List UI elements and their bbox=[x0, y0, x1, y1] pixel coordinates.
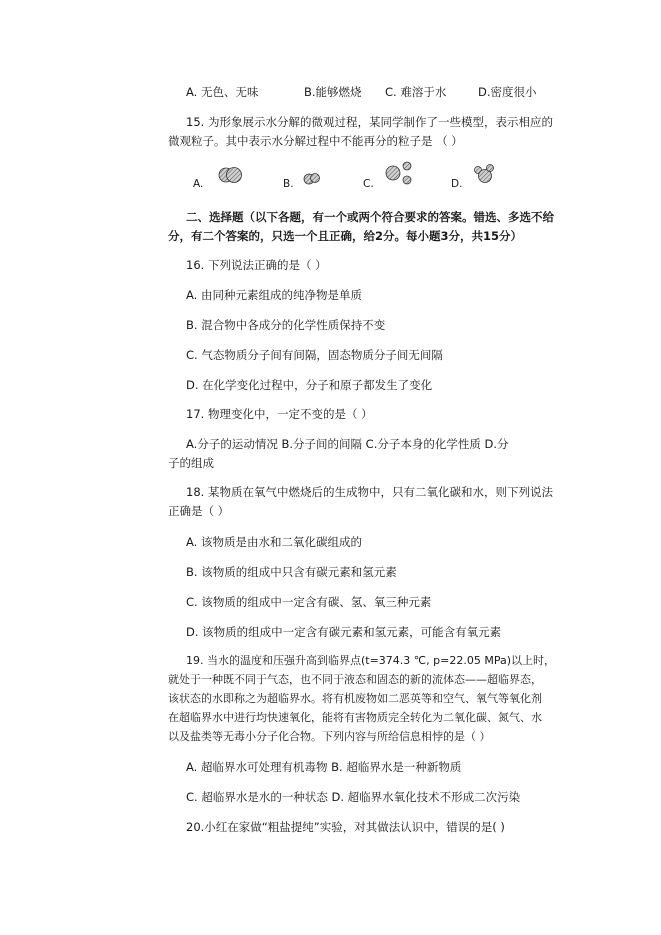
q18-option-a: A. 该物质是由水和二氧化碳组成的 bbox=[186, 535, 362, 549]
q18-option-b: B. 该物质的组成中只含有碳元素和氢元素 bbox=[186, 565, 397, 579]
q14-option-d: D.密度很小 bbox=[478, 85, 537, 99]
q19-stem-line1: 19. 当水的温度和压强升高到临界点(t=374.3 ℃, p=22.05 MPa)以上时， bbox=[186, 654, 555, 667]
q20-stem: 20.小红在家做“粗盐提纯”实验，对其做法认识中，错误的是( ) bbox=[186, 820, 505, 834]
q14-option-c: C. 难溶于水 bbox=[385, 85, 447, 99]
q19-stem-line4: 在超临界水中进行均快速氧化，能将有害物质完全转化为二氧化碳、氮气、水 bbox=[168, 711, 542, 724]
q14-option-a: A. 无色、无味 bbox=[186, 85, 259, 99]
q18-option-d: D. 该物质的组成中一定含有碳元素和氢元素，可能含有氧元素 bbox=[186, 625, 502, 639]
q18-option-c: C. 该物质的组成中一定含有碳、氢、氧三种元素 bbox=[186, 595, 432, 609]
molecule-a-icon bbox=[216, 164, 246, 186]
molecule-c-icon bbox=[383, 160, 415, 188]
q15-stem-line2: 微观粒子。其中表示水分解过程中不能再分的粒子是 （ ） bbox=[168, 134, 463, 148]
q18-stem-line2: 正确是（ ） bbox=[168, 504, 230, 518]
q15-label-b: B. bbox=[283, 178, 294, 190]
q19-options-line1: A. 超临界水可处理有机毒物 B. 超临界水是一种新物质 bbox=[186, 760, 462, 774]
q19-options-line2: C. 超临界水是水的一种状态 D. 超临界水氧化技术不形成二次污染 bbox=[186, 790, 521, 804]
q16-option-b: B. 混合物中各成分的化学性质保持不变 bbox=[186, 318, 386, 332]
q15-label-d: D. bbox=[451, 178, 463, 190]
q17-options-line1: A.分子的运动情况 B.分子间的间隔 C.分子本身的化学性质 D.分 bbox=[186, 437, 509, 451]
molecule-b-icon bbox=[301, 170, 323, 186]
q18-stem-line1: 18. 某物质在氧气中燃烧后的生成物中，只有二氧化碳和水，则下列说法 bbox=[186, 485, 553, 499]
q19-stem-line5: 以及盐类等无毒小分子化合物。下列内容与所给信息相悖的是（ ） bbox=[168, 730, 491, 743]
q16-option-a: A. 由同种元素组成的纯净物是单质 bbox=[186, 288, 362, 302]
q19-stem-line3: 该状态的水即称之为超临界水。将有机废物如二恶英等和空气、氧气等氧化剂 bbox=[168, 692, 542, 705]
molecule-d-icon bbox=[470, 160, 500, 188]
q15-label-a: A. bbox=[193, 178, 204, 190]
q14-option-b: B.能够燃烧 bbox=[304, 85, 362, 99]
q19-stem-line2: 就处于一种既不同于气态，也不同于液态和固态的新的流体态——超临界态， bbox=[168, 673, 542, 686]
section2-heading-line2: 分，有二个答案的，只选一个且正确，给2分。每小题3分，共15分） bbox=[168, 229, 523, 243]
q17-options-line2: 子的组成 bbox=[168, 456, 214, 470]
q17-stem: 17. 物理变化中，一定不变的是（ ） bbox=[186, 407, 373, 421]
q16-option-d: D. 在化学变化过程中，分子和原子都发生了变化 bbox=[186, 378, 433, 392]
q15-label-c: C. bbox=[363, 178, 374, 190]
q16-option-c: C. 气态物质分子间有间隔，固态物质分子间无间隔 bbox=[186, 348, 443, 362]
q16-stem: 16. 下列说法正确的是（ ） bbox=[186, 258, 327, 272]
section2-heading-line1: 二、选择题（以下各题，有一个或两个符合要求的答案。错选、多选不给 bbox=[186, 210, 554, 224]
q15-stem-line1: 15. 为形象展示水分解的微观过程，某同学制作了一些模型，表示相应的 bbox=[186, 115, 553, 129]
